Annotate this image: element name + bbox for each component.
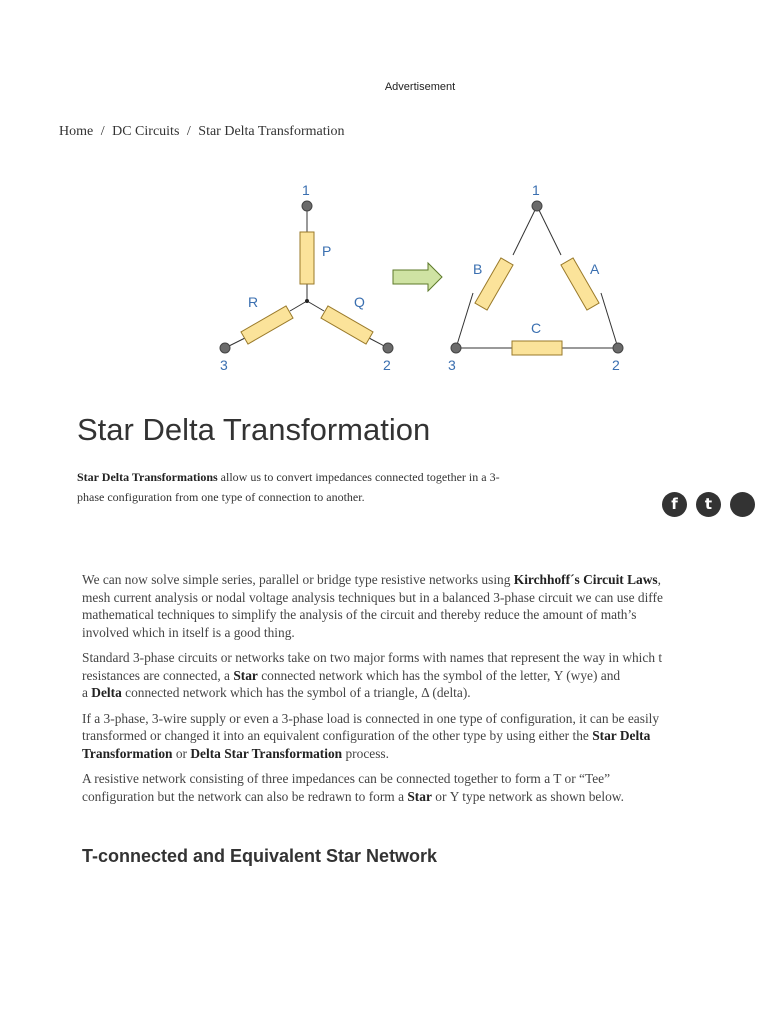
star-node-3 xyxy=(220,343,230,353)
delta-label-node-3: 3 xyxy=(448,357,456,373)
star-label-node-1: 1 xyxy=(302,182,310,198)
paragraph xyxy=(82,571,768,641)
delta-wire-a-right xyxy=(601,293,618,348)
delta-wire-b-left xyxy=(456,293,473,348)
paragraph-text: , xyxy=(657,572,661,587)
delta-node-1 xyxy=(532,201,542,211)
resistor-q xyxy=(321,306,373,344)
paragraph xyxy=(82,649,768,702)
paragraph-text: A resistive network consisting of three impedances can be connected together to form a T or “Tee” xyxy=(82,771,611,786)
facebook-icon[interactable]: f xyxy=(662,492,687,517)
paragraph-text: or Υ type network as shown below. xyxy=(431,788,624,804)
breadcrumb xyxy=(59,124,345,140)
intro-text: phase configuration from one type of connection to another. xyxy=(77,490,365,504)
article-body xyxy=(82,571,768,813)
paragraph-text: mesh current analysis or nodal voltage analysis techniques but in a balanced 3-phase circuit we can use diffe xyxy=(82,589,663,605)
delta-label-b: B xyxy=(473,261,483,277)
delta-label-node-1: 1 xyxy=(532,182,540,198)
star-wire-center-q xyxy=(307,301,324,311)
paragraph-text: configuration but the network can also be redrawn to form a xyxy=(82,788,408,804)
paragraph-text: resistances are connected, a xyxy=(82,667,234,683)
star-label-r: R xyxy=(248,294,259,310)
star-label-node-3: 3 xyxy=(220,357,228,373)
paragraph-text: process. xyxy=(342,745,389,761)
bold-term: Delta xyxy=(91,685,122,700)
resistor-r xyxy=(241,306,293,344)
breadcrumb-current: Star Delta Transformation xyxy=(198,124,345,139)
kirchhoff-link-text[interactable]: Kirchhoff´s Circuit Laws xyxy=(513,572,658,587)
paragraph-text: connected network which has the symbol of a triangle, Δ (delta). xyxy=(121,685,471,700)
delta-label-a: A xyxy=(590,261,600,277)
breadcrumb-home-link[interactable]: Home xyxy=(59,124,94,139)
paragraph-text: involved which in itself is a good thing. xyxy=(82,624,295,640)
delta-wire-top-b xyxy=(513,206,537,255)
star-center-junction xyxy=(305,299,309,303)
paragraph-text: a xyxy=(82,685,92,700)
delta-label-node-2: 2 xyxy=(612,357,620,373)
star-network xyxy=(220,182,393,373)
star-node-1 xyxy=(302,201,312,211)
star-node-2 xyxy=(383,343,393,353)
bold-term: Delta Star Transformation xyxy=(190,745,343,761)
paragraph-text: mathematical techniques to simplify the analysis of the circuit and thereby reduce the amount of math’s xyxy=(82,607,637,622)
paragraph xyxy=(82,710,768,763)
delta-wire-top-a xyxy=(537,206,561,255)
star-label-node-2: 2 xyxy=(383,357,391,373)
bold-term: Star Delta xyxy=(592,728,651,743)
twitter-icon[interactable]: t xyxy=(696,492,721,517)
paragraph-text: connected network which has the symbol of the letter, Υ (wye) and xyxy=(257,667,621,683)
intro-text: allow us to convert impedances connected together in a 3- xyxy=(217,470,500,484)
paragraph-text: or xyxy=(172,745,191,761)
star-wire-center-r xyxy=(290,301,307,311)
paragraph xyxy=(82,770,768,805)
delta-node-3 xyxy=(451,343,461,353)
delta-node-2 xyxy=(613,343,623,353)
star-label-p: P xyxy=(322,243,332,259)
breadcrumb-separator: / xyxy=(186,124,191,139)
star-delta-diagram xyxy=(210,176,630,380)
intro-bold-term: Star Delta Transformations xyxy=(77,470,218,484)
advertisement-label: Advertisement xyxy=(384,81,456,93)
paragraph-text: Standard 3-phase circuits or networks take on two major forms with names that represent the way in which t xyxy=(82,650,663,665)
bold-term: Star xyxy=(407,788,432,804)
delta-network xyxy=(448,182,623,373)
article-intro xyxy=(77,467,557,507)
section-heading: T-connected and Equivalent Star Network xyxy=(82,846,438,866)
share-icon[interactable] xyxy=(730,492,755,517)
delta-label-c: C xyxy=(531,320,542,336)
bold-term: Transformation xyxy=(82,745,173,761)
transformation-arrow-icon xyxy=(393,263,442,291)
paragraph-text: transformed or changed it into an equivalent configuration of the other type by using either the xyxy=(82,728,593,743)
resistor-p xyxy=(300,232,314,284)
page-title: Star Delta Transformation xyxy=(77,412,431,447)
star-label-q: Q xyxy=(354,294,365,310)
paragraph-text: If a 3-phase, 3-wire supply or even a 3-phase load is connected in one type of configuration, it can be easily xyxy=(82,710,660,726)
bold-term: Star xyxy=(233,667,258,683)
breadcrumb-dc-circuits-link[interactable]: DC Circuits xyxy=(112,124,180,139)
paragraph-text: We can now solve simple series, parallel or bridge type resistive networks using xyxy=(82,572,514,587)
breadcrumb-separator: / xyxy=(100,124,105,139)
resistor-c xyxy=(512,341,562,355)
